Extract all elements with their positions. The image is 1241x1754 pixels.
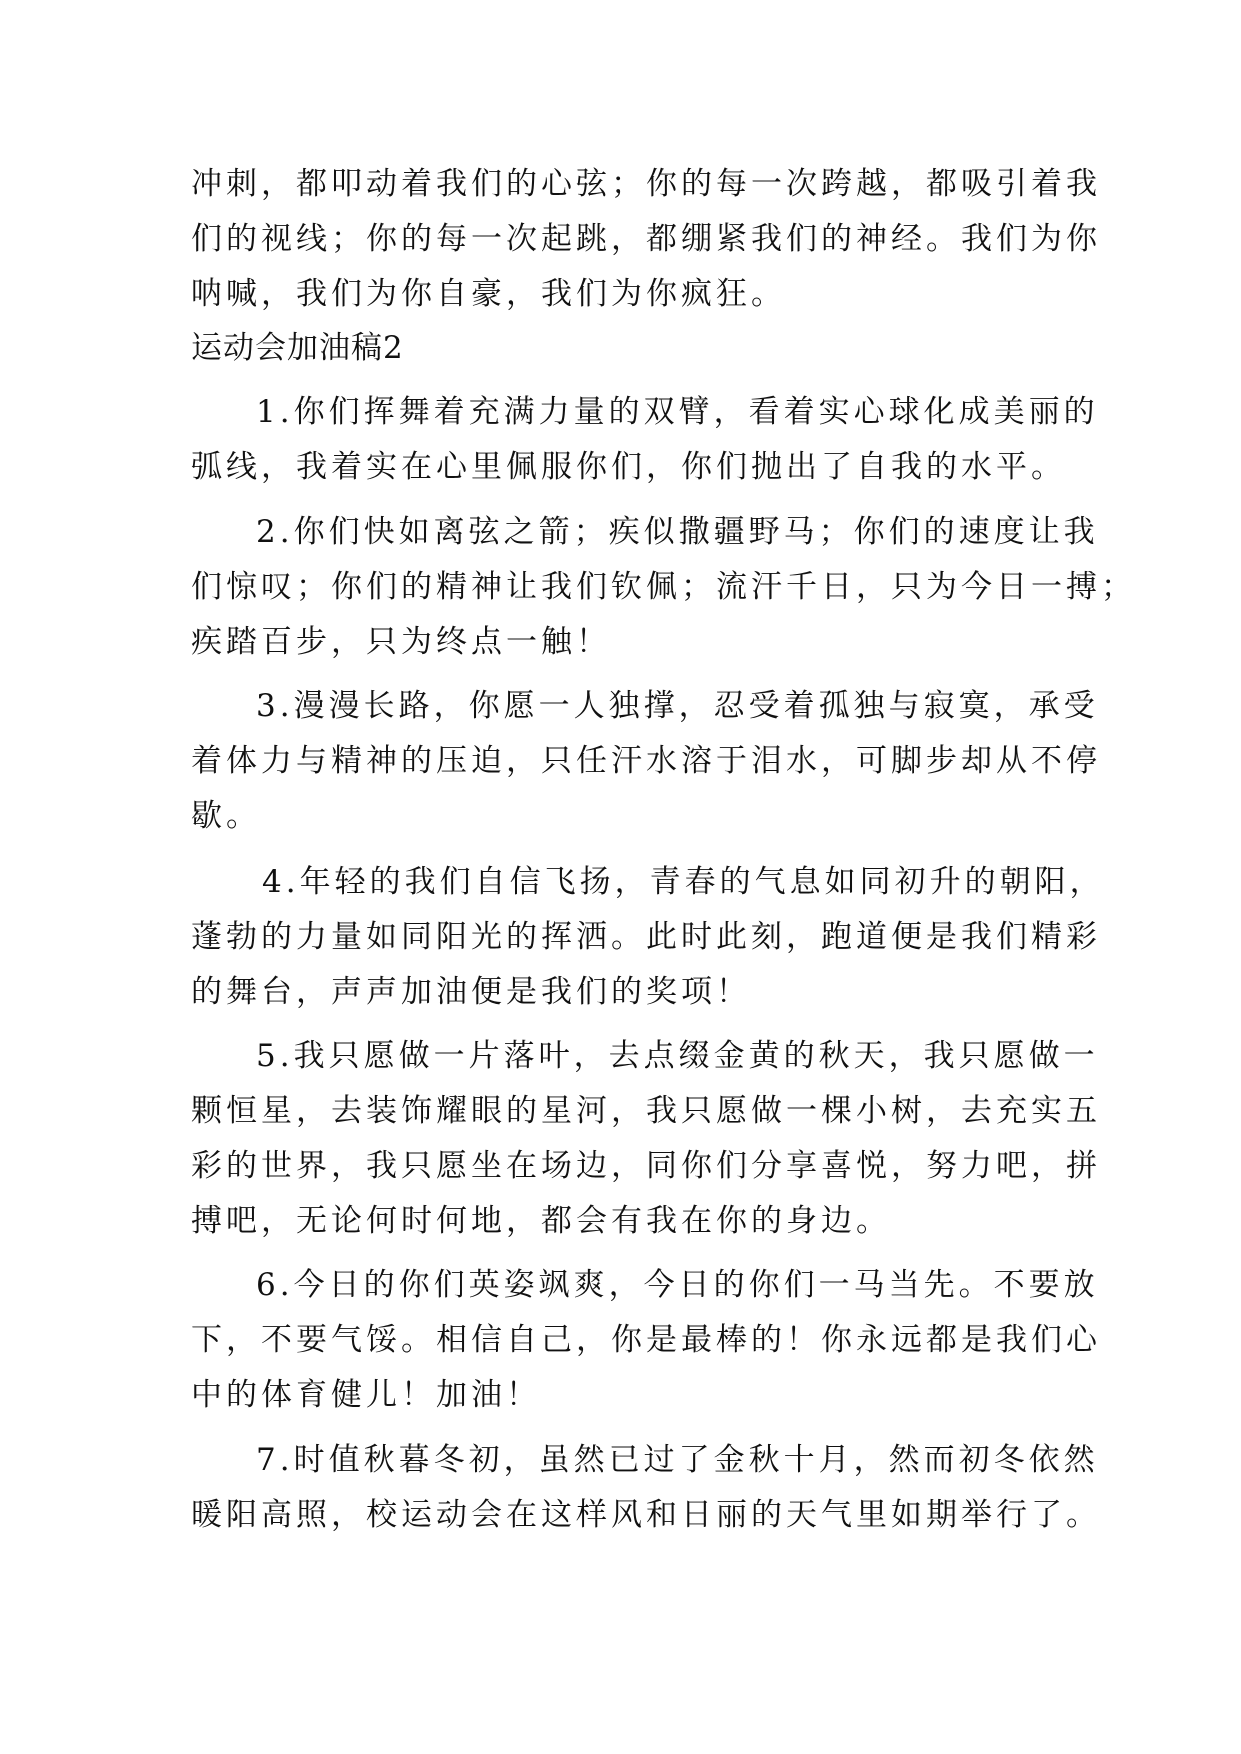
- paragraph-line: 2.你们快如离弦之箭；疾似撒疆野马；你们的速度让我: [256, 514, 1099, 550]
- paragraph-line: 中的体育健儿！加油！: [191, 1377, 541, 1413]
- paragraph-line: 疾踏百步，只为终点一触！: [191, 624, 611, 660]
- intro-line: 呐喊，我们为你自豪，我们为你疯狂。: [191, 276, 786, 312]
- paragraph-line: 3.漫漫长路，你愿一人独撑，忍受着孤独与寂寞，承受: [256, 688, 1099, 724]
- section-heading: 运动会加油稿2: [191, 330, 404, 366]
- paragraph-line: 们惊叹；你们的精神让我们钦佩；流汗千日，只为今日一搏；: [191, 569, 1136, 605]
- paragraph-line: 4.年轻的我们自信飞扬，青春的气息如同初升的朝阳，: [262, 864, 1105, 900]
- paragraph-line: 5.我只愿做一片落叶，去点缀金黄的秋天，我只愿做一: [256, 1038, 1099, 1074]
- intro-line: 冲刺，都叩动着我们的心弦；你的每一次跨越，都吸引着我: [191, 166, 1101, 202]
- paragraph-line: 暖阳高照，校运动会在这样风和日丽的天气里如期举行了。: [191, 1497, 1101, 1533]
- paragraph-line: 着体力与精神的压迫，只任汗水溶于泪水，可脚步却从不停: [191, 743, 1101, 779]
- paragraph-line: 下，不要气馁。相信自己，你是最棒的！你永远都是我们心: [191, 1322, 1101, 1358]
- paragraph-line: 6.今日的你们英姿飒爽，今日的你们一马当先。不要放: [256, 1267, 1099, 1303]
- paragraph-line: 彩的世界，我只愿坐在场边，同你们分享喜悦，努力吧，拼: [191, 1148, 1101, 1184]
- paragraph-line: 蓬勃的力量如同阳光的挥洒。此时此刻，跑道便是我们精彩: [191, 919, 1101, 955]
- paragraph-line: 1.你们挥舞着充满力量的双臂，看着实心球化成美丽的: [256, 394, 1099, 430]
- paragraph-line: 颗恒星，去装饰耀眼的星河，我只愿做一棵小树，去充实五: [191, 1093, 1101, 1129]
- paragraph-line: 歇。: [191, 798, 261, 834]
- paragraph-line: 搏吧，无论何时何地，都会有我在你的身边。: [191, 1203, 891, 1239]
- paragraph-line: 7.时值秋暮冬初，虽然已过了金秋十月，然而初冬依然: [256, 1442, 1099, 1478]
- paragraph-line: 的舞台，声声加油便是我们的奖项！: [191, 974, 751, 1010]
- intro-line: 们的视线；你的每一次起跳，都绷紧我们的神经。我们为你: [191, 221, 1101, 257]
- paragraph-line: 弧线，我着实在心里佩服你们，你们抛出了自我的水平。: [191, 449, 1066, 485]
